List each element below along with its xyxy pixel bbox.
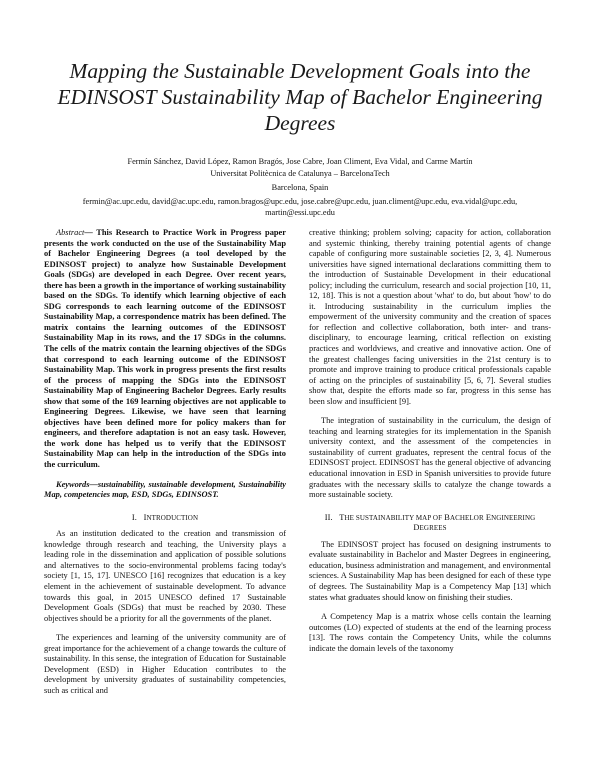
right-column xyxy=(309,228,551,654)
section-title-part: D xyxy=(413,523,420,533)
abstract-text: — This Research to Practice Work in Progress paper presents the work conducted on the use of the Sustainability Map of Bachelor Engineering Degrees (a tool developed by the EDINSOST project) to analyze how Sustainable Development Goals (SDGs) are developed in each Degree. Over recent years, there has been a growth in the importance of working sustainability based on the SDGs. To identify which learning objective of each SDG corresponds to each learning outcome of the EDINSOST Sustainability Map, a correspondence matrix has been defined. The matrix contains the learning outcomes of the EDINSOST Sustainability Map in its rows, and the 17 SDGs in the columns. The cells of the matrix contain the learning objectives of the SDGs that correspond to each learning outcome of the EDINSOST Sustainability Map. This work in progress presents the first results of the process of mapping the SDGs into the EDINSOST Sustainability Map of Engineering Bachelor Degrees. Early results show that some of the 169 learning objectives are not applicable to Engineering Degrees. Likewise, we have seen that learning objectives have been defined more for policy makers than for engineers, and therefore adaptation is not an easy task. However, the work done has helped us to verify that the EDINSOST Sustainability Map can help in the introduction of the SDGs into the curriculum. xyxy=(44,228,286,470)
section-title-rest: NTRODUCTION xyxy=(146,513,199,522)
section2-paragraph: The EDINSOST project has focused on designing instruments to evaluate sustainability in Bachelor and Master Degrees in engineering, education, business administration and management, and environmental sciences. A Sustainability Map has been designed for each of these type of degrees. The Sustainability Map is a Competency Map [13] which states what graduates should know on finishing their studies. xyxy=(309,539,551,602)
left-column xyxy=(44,228,286,696)
affiliation-city: Barcelona, Spain xyxy=(271,183,329,192)
section-number: II. xyxy=(324,512,333,522)
section-title-part: ACHELOR xyxy=(449,513,484,522)
section-title-part: B xyxy=(442,512,450,522)
abstract xyxy=(44,228,286,471)
section-title-part: E xyxy=(483,512,492,522)
section-number: I. xyxy=(131,512,137,522)
author-emails: fermin@ac.upc.edu, david@ac.upc.edu, ramon.bragos@upc.edu, jose.cabre@upc.edu, juan.climent@upc.edu, eva.vidal@upc.edu, martin@essi.upc.edu xyxy=(82,197,518,217)
body-paragraph: creative thinking; problem solving; capacity for action, collaboration and systemic thinking, thereby training potential agents of change capable of configuring more sustainable societies [2, 3, 4]. Numerous universities have signed international declarations committing them to the introduction of Sustainable Development in their educational policy; including the curriculum, research and social projection [10, 11, 12, 18]. This is not a question about 'what' to do, but about 'how' to do it. Introducing sustainability in the curriculum implies the empowerment of the university community and the creation of spaces for reflection and collective collaboration, both inter- and trans-disciplinary, to encourage learning, critical reflection on existing practices and worldviews, and creative and innovative action. One of the greatest challenges facing universities in the 21st century is to promote and improve training to produce critical professionals capable of acting on the principles of sustainability [5, 6, 7]. Several studies show that, despite the efforts made so far, progress in this sense has been slow and insufficient [9]. xyxy=(309,228,551,406)
section2-paragraph: A Competency Map is a matrix whose cells contain the learning outcomes (LO) expected of students at the end of the learning process [13]. The rows contain the Competency Units, while the columns indicate the domain levels of the taxonomy xyxy=(309,612,551,653)
section-title-initial: I xyxy=(143,512,147,522)
section-title-part: HE SUSTAINABILITY MAP OF xyxy=(344,513,443,522)
keywords: Keywords—sustainability, sustainable development, Sustainability Map, competencies map, ESD, SDGs, EDINSOST. xyxy=(44,479,286,500)
paper-title: Mapping the Sustainable Development Goals into the EDINSOST Sustainability Map of Bachelor Engineering Degrees xyxy=(57,59,543,135)
intro-paragraph: As an institution dedicated to the creation and transmission of knowledge through research and teaching, the University plays a leading role in the dissemination and application of possible solutions and alternatives to the socio-environmental problems facing today's society [1, 15, 17]. UNESCO [16] recognizes that education is a key element in the achievement of sustainable development. To advance towards this goal, in 2015 UNESCO defined 17 Sustainable Development Goals (SDGs) that must be reached by 2030. These objectives should be a priority for all the governments of the planet. xyxy=(44,529,286,623)
section-title-part: T xyxy=(339,512,345,522)
body-paragraph: The integration of sustainability in the curriculum, the design of teaching and learning strategies for its implementation in the Spanish university context, and the assessment of the competencies in sustainability of current graduates, represent the central focus of the EDINSOST project. EDINSOST has the general objective of advancing educational innovation in ESD in Spanish universities to provide future graduates with the necessary skills to catalyze the change towards a more sustainable society. xyxy=(309,416,551,500)
section-title-part: EGREES xyxy=(419,524,447,533)
section-heading-sustainability-map xyxy=(309,513,551,534)
section-title-part: NGINEERING xyxy=(491,513,536,522)
affiliation: Universitat Politècnica de Catalunya – BarcelonaTech xyxy=(210,169,390,178)
intro-paragraph: The experiences and learning of the university community are of great importance for the achievement of a change towards the culture of sustainability. In this sense, the integration of Education for Sustainable Development (ESD) in Higher Education contributes to the development by university graduates of sustainability competencies, such as critical and xyxy=(44,633,286,695)
section-heading-introduction xyxy=(44,513,286,524)
author-list: Fermín Sánchez, David López, Ramon Bragós, Jose Cabre, Joan Climent, Eva Vidal, and Carme Martín xyxy=(127,157,473,166)
abstract-lead: Abstract xyxy=(56,228,85,237)
